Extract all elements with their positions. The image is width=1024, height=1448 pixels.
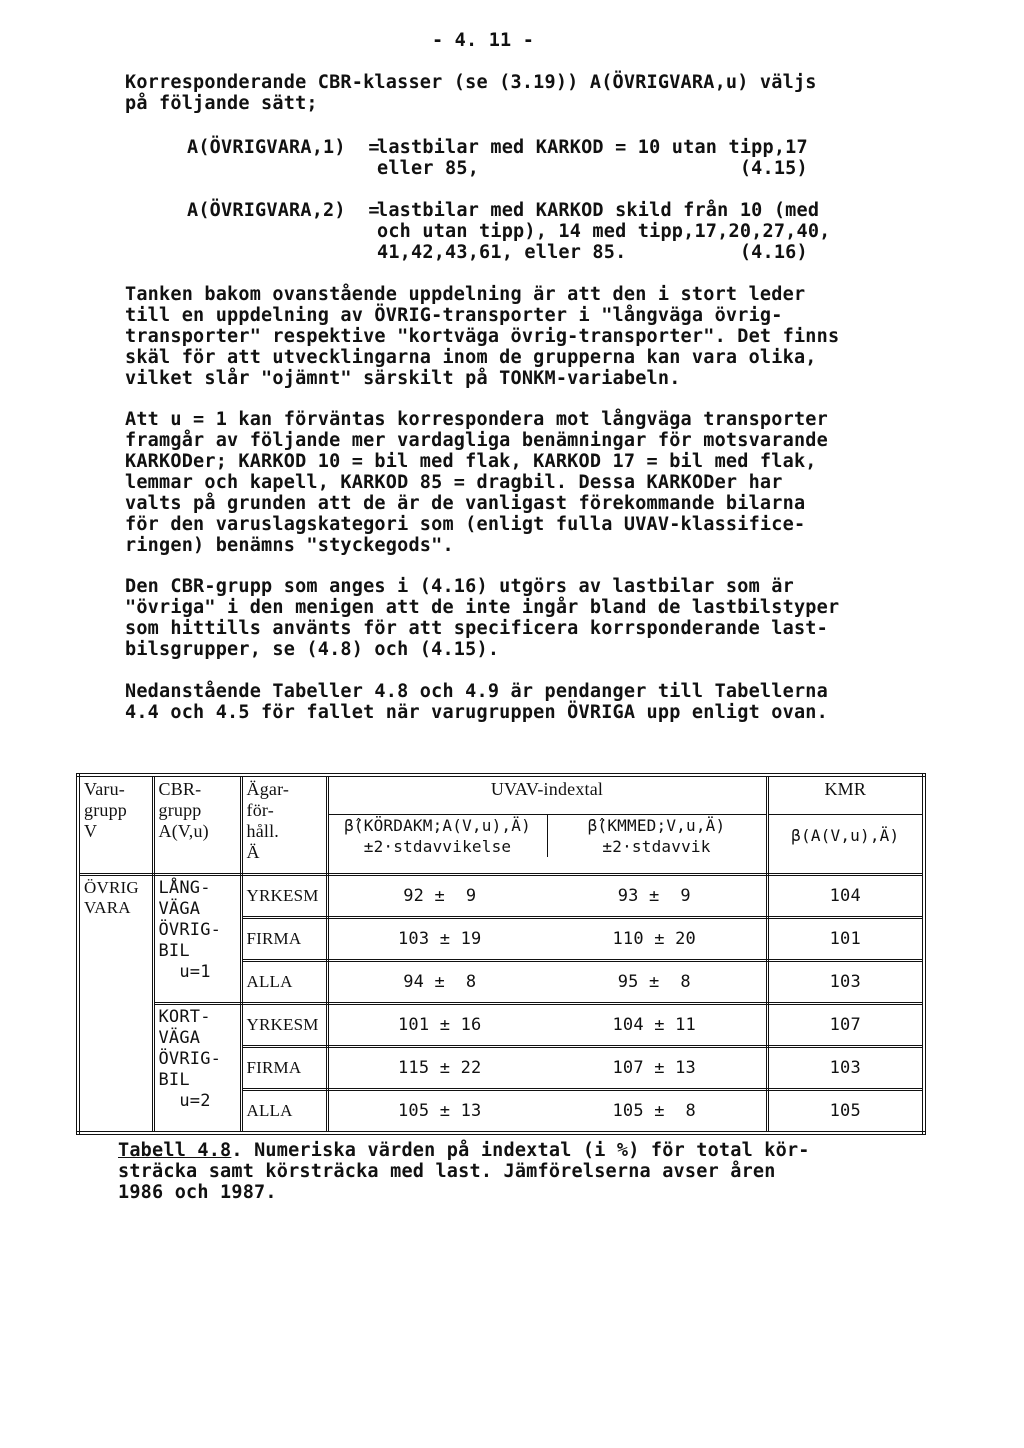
header-kmmed xyxy=(547,815,766,857)
uvav-pair-cell xyxy=(327,1004,767,1047)
cbr-group-cell xyxy=(153,875,241,1004)
caption-line: sträcka samt körsträcka med last. Jämförelserna avser åren xyxy=(118,1161,776,1182)
header-text: CBR- xyxy=(158,779,202,799)
caption-label: Tabell 4.8 xyxy=(118,1140,232,1161)
header-cbr-grupp xyxy=(153,775,241,875)
cell-text: ÖVRIG- xyxy=(158,920,222,940)
equation-line: lastbilar med KARKOD = 10 utan tipp,17 xyxy=(377,137,808,158)
header-text: β̂(KMMED;V,u,Ä) xyxy=(587,816,726,835)
owner-cell: ALLA xyxy=(241,961,327,1004)
cell-text: BIL xyxy=(158,1070,190,1090)
table-row xyxy=(78,1004,924,1047)
kordakm-value: 103 ± 19 xyxy=(398,929,482,949)
uvav-pair-cell xyxy=(327,1047,767,1090)
cell-text: u=1 xyxy=(158,962,211,982)
header-text: grupp xyxy=(158,800,202,820)
paragraph-line: framgår av följande mer vardagliga benämningar för motsvarande xyxy=(125,430,828,451)
paragraph-line: "övriga" i den menigen att de inte ingår bland de lastbilstyper xyxy=(125,597,840,618)
header-kmr-subcolumn xyxy=(769,814,923,846)
header-text: β̂(KÖRDAKM;A(V,u),Ä) xyxy=(344,816,531,835)
varugrupp-cell xyxy=(78,875,153,1134)
owner-cell: FIRMA xyxy=(241,1047,327,1090)
caption-line xyxy=(118,1140,810,1161)
cell-text: ÖVRIG xyxy=(84,878,139,897)
paragraph xyxy=(125,576,945,660)
kmr-cell: 105 xyxy=(767,1090,924,1134)
index-table xyxy=(76,773,926,1135)
owner-cell: FIRMA xyxy=(241,918,327,961)
header-uvav-title: UVAV-indextal xyxy=(490,779,604,799)
paragraph-line: lemmar och kapell, KARKOD 85 = dragbil. Dessa KARKODer har xyxy=(125,472,783,493)
paragraph-line: skäl för att utvecklingarna inom de grupperna kan vara olika, xyxy=(125,347,817,368)
kordakm-value: 94 ± 8 xyxy=(403,972,477,992)
cell-text: KORT- xyxy=(158,1007,211,1027)
equation-line: eller 85, (4.15) xyxy=(377,158,808,179)
header-varugrupp xyxy=(78,775,153,875)
uvav-pair-cell xyxy=(327,875,767,918)
intro-text xyxy=(125,72,945,114)
kmmed-value: 95 ± 8 xyxy=(617,972,691,992)
header-text: för- xyxy=(246,800,274,820)
header-kordakm xyxy=(329,815,547,857)
paragraph-line: Nedanstående Tabeller 4.8 och 4.9 är pendanger till Tabellerna xyxy=(125,681,828,702)
owner-cell: YRKESM xyxy=(241,875,327,918)
equation-line: lastbilar med KARKOD skild från 10 (med xyxy=(377,200,820,221)
caption-line: 1986 och 1987. xyxy=(118,1182,277,1203)
header-text: A(V,u) xyxy=(158,821,209,841)
cell-text: ÖVRIG- xyxy=(158,1049,222,1069)
header-kmr xyxy=(767,775,924,875)
owner-cell: ALLA xyxy=(241,1090,327,1134)
header-kmr-title: KMR xyxy=(824,779,867,799)
header-text: ±2·stdavvikelse xyxy=(363,837,512,856)
table-row xyxy=(78,875,924,918)
paragraph-line: för den varuslagskategori som (enligt fulla UVAV-klassifice- xyxy=(125,514,806,535)
equation-line: och utan tipp), 14 med tipp,17,20,27,40, xyxy=(377,221,831,242)
paragraph xyxy=(125,409,945,556)
caption-text: . Numeriska värden på indextal (i %) för total kör- xyxy=(231,1140,810,1161)
uvav-pair-cell xyxy=(327,1090,767,1134)
uvav-pair-cell xyxy=(327,918,767,961)
intro-line: Korresponderande CBR-klasser (se (3.19)) A(ÖVRIGVARA,u) väljs xyxy=(125,72,817,93)
paragraph-line: Att u = 1 kan förväntas korrespondera mot långväga transporter xyxy=(125,409,828,430)
paragraph-line: bilsgrupper, se (4.8) och (4.15). xyxy=(125,639,500,660)
paragraph xyxy=(125,681,945,723)
intro-line: på följande sätt; xyxy=(125,93,318,114)
cell-text: u=2 xyxy=(158,1091,211,1111)
paragraph-line: 4.4 och 4.5 för fallet när varugruppen ÖVRIGA upp enligt ovan. xyxy=(125,702,828,723)
header-agarforhall xyxy=(241,775,327,875)
kmr-cell: 101 xyxy=(767,918,924,961)
header-text: grupp xyxy=(84,800,127,820)
kordakm-value: 101 ± 16 xyxy=(398,1015,482,1035)
table-header-row xyxy=(78,775,924,875)
paragraph xyxy=(125,284,945,389)
equation-label: A(ÖVRIGVARA,1) = xyxy=(187,137,380,158)
paragraph-line: Den CBR-grupp som anges i (4.16) utgörs av lastbilar som är xyxy=(125,576,794,597)
paragraph-line: KARKODer; KARKOD 10 = bil med flak, KARKOD 17 = bil med flak, xyxy=(125,451,817,472)
paragraph-line: transporter" respektive "kortväga övrig-transporter". Det finns xyxy=(125,326,840,347)
kordakm-value: 92 ± 9 xyxy=(403,886,477,906)
equation-text xyxy=(377,137,808,179)
kmr-cell: 107 xyxy=(767,1004,924,1047)
kmmed-value: 104 ± 11 xyxy=(612,1015,696,1035)
cell-text: VÄGA xyxy=(158,1028,201,1048)
kmr-cell: 103 xyxy=(767,1047,924,1090)
paragraph-line: ringen) benämns "styckegods". xyxy=(125,535,454,556)
kordakm-value: 115 ± 22 xyxy=(398,1058,482,1078)
header-text: håll. xyxy=(246,821,279,841)
equation-text xyxy=(377,200,831,263)
table-caption xyxy=(118,1140,810,1203)
header-text: Ägar- xyxy=(246,779,290,799)
paragraph-line: Tanken bakom ovanstående uppdelning är att den i stort leder xyxy=(125,284,806,305)
owner-cell: YRKESM xyxy=(241,1004,327,1047)
cbr-group-cell xyxy=(153,1004,241,1134)
kmmed-value: 93 ± 9 xyxy=(617,886,691,906)
kmmed-value: 105 ± 8 xyxy=(612,1101,696,1121)
kmr-cell: 104 xyxy=(767,875,924,918)
cell-text: LÅNG- xyxy=(158,878,211,898)
cell-text: VÄGA xyxy=(158,899,201,919)
kmmed-value: 107 ± 13 xyxy=(612,1058,696,1078)
uvav-pair-cell xyxy=(327,961,767,1004)
equation-line: 41,42,43,61, eller 85. (4.16) xyxy=(377,242,808,263)
header-uvav xyxy=(327,775,767,875)
kmmed-value: 110 ± 20 xyxy=(612,929,696,949)
header-text: Ä xyxy=(246,842,260,862)
kmr-cell: 103 xyxy=(767,961,924,1004)
header-text: Varu- xyxy=(84,779,125,799)
page-number: - 4. 11 - xyxy=(432,30,535,51)
header-uvav-subcolumns xyxy=(329,814,766,857)
kordakm-value: 105 ± 13 xyxy=(398,1101,482,1121)
paragraph-line: valts på grunden att de är de vanligast förekommande bilarna xyxy=(125,493,806,514)
paragraph-line: till en uppdelning av ÖVRIG-transporter i "långväga övrig- xyxy=(125,305,783,326)
header-kmr-sub: β(A(V,u),Ä) xyxy=(791,826,900,845)
header-text: ±2·stdavvik xyxy=(602,837,711,856)
cell-text: VARA xyxy=(84,898,131,917)
header-text: V xyxy=(84,821,98,841)
paragraph-line: vilket slår "ojämnt" särskilt på TONKM-variabeln. xyxy=(125,368,681,389)
equation-label: A(ÖVRIGVARA,2) = xyxy=(187,200,380,221)
cell-text: BIL xyxy=(158,941,190,961)
paragraph-line: som hittills använts för att specificera korrsponderande last- xyxy=(125,618,828,639)
